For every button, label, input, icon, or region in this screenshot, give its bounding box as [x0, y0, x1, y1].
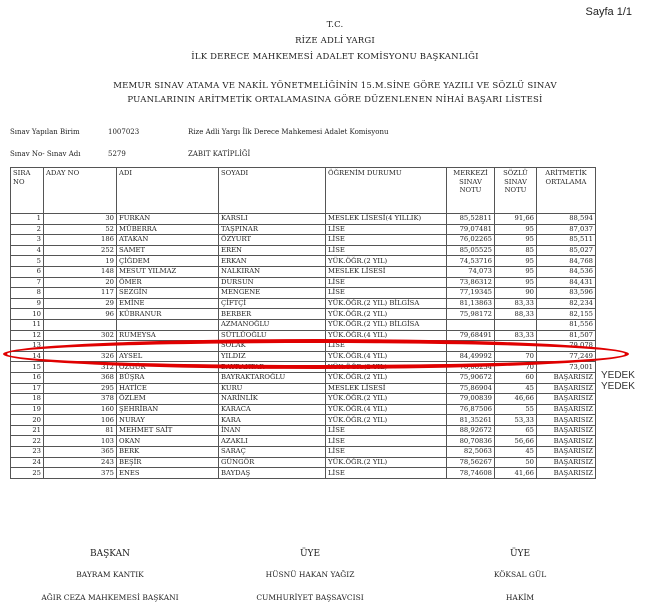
cell-oral-exam: 45: [495, 383, 537, 394]
cell-name: HATİCE: [117, 383, 219, 394]
cell-rank: 15: [11, 362, 44, 373]
cell-education: YÜK.ÖĞR.(2 YIL): [326, 457, 447, 468]
cell-surname: İNAN: [219, 425, 326, 436]
cell-candidate-no: 295: [44, 383, 117, 394]
exam-name: ZABIT KATİPLİĞİ: [188, 150, 251, 158]
cell-surname: AZAKLI: [219, 436, 326, 447]
cell-name: OKAN: [117, 436, 219, 447]
header-regulation: MEMUR SINAV ATAMA VE NAKİL YÖNETMELİĞİNİN 15.M.SİNE GÖRE YAZILI VE SÖZLÜ SINAV: [113, 81, 557, 91]
cell-candidate-no: 19: [44, 256, 117, 267]
cell-surname: BERBER: [219, 309, 326, 320]
cell-name: BÜŞRA: [117, 372, 219, 383]
cell-oral-exam: 53,33: [495, 415, 537, 426]
cell-oral-exam: 95: [495, 224, 537, 235]
cell-average: 84,768: [537, 256, 596, 267]
cell-rank: 18: [11, 394, 44, 405]
cell-candidate-no: 312: [44, 362, 117, 373]
cell-candidate-no: 30: [44, 214, 117, 225]
cell-candidate-no: 96: [44, 309, 117, 320]
cell-candidate-no: 375: [44, 468, 117, 479]
cell-surname: BAYDAŞ: [219, 468, 326, 479]
table-row: [11, 298, 596, 309]
cell-average: 83,596: [537, 288, 596, 299]
cell-average: BAŞARISIZ: [537, 372, 596, 383]
cell-candidate-no: 106: [44, 415, 117, 426]
cell-education: LİSE: [326, 341, 447, 352]
cell-education: YÜK.ÖĞR.(2 YIL): [326, 309, 447, 320]
cell-surname: NALKIRAN: [219, 266, 326, 277]
cell-oral-exam: 65: [495, 425, 537, 436]
cell-education: YÜK.ÖĞR.(4 YIL): [326, 330, 447, 341]
cell-rank: 21: [11, 425, 44, 436]
cell-average: BAŞARISIZ: [537, 447, 596, 458]
cell-average: 87,037: [537, 224, 596, 235]
cell-average: BAŞARISIZ: [537, 468, 596, 479]
table-row: [11, 447, 596, 458]
cell-education: MESLEK LİSESİ(4 YILLIK): [326, 214, 447, 225]
side-note-reserve-1: YEDEK: [601, 370, 635, 381]
cell-surname: SOLAK: [219, 341, 326, 352]
col-header-average: ARİTMETİK ORTALAMA: [537, 168, 596, 214]
cell-rank: 12: [11, 330, 44, 341]
cell-candidate-no: 365: [44, 447, 117, 458]
cell-central-exam: 75,90672: [447, 372, 495, 383]
cell-name: ÖZGÜR: [117, 362, 219, 373]
cell-rank: 24: [11, 457, 44, 468]
cell-education: LİSE: [326, 235, 447, 246]
signature-name-3: KÖKSAL GÜL: [493, 570, 547, 579]
cell-name: ÖMER: [117, 277, 219, 288]
cell-average: 82,155: [537, 309, 596, 320]
cell-average: BAŞARISIZ: [537, 404, 596, 415]
table-row: [11, 214, 596, 225]
cell-candidate-no: 243: [44, 457, 117, 468]
header-tc: T.C.: [326, 20, 344, 30]
cell-education: LİSE: [326, 277, 447, 288]
table-row: [11, 394, 596, 405]
cell-surname: BAYRAKTAR: [219, 362, 326, 373]
cell-candidate-no: 103: [44, 436, 117, 447]
table-row: [11, 404, 596, 415]
cell-central-exam: [447, 341, 495, 352]
cell-central-exam: 77,19345: [447, 288, 495, 299]
cell-candidate-no: [44, 341, 117, 352]
cell-name: MEHMET SAİT: [117, 425, 219, 436]
cell-education: LİSE: [326, 288, 447, 299]
cell-rank: 14: [11, 351, 44, 362]
cell-central-exam: 78,56267: [447, 457, 495, 468]
col-header-surname: SOYADI: [219, 168, 326, 214]
cell-rank: 6: [11, 266, 44, 277]
cell-central-exam: 79,68491: [447, 330, 495, 341]
cell-name: BEŞİR: [117, 457, 219, 468]
cell-central-exam: 76,02265: [447, 235, 495, 246]
cell-candidate-no: 81: [44, 425, 117, 436]
cell-surname: KARA: [219, 415, 326, 426]
signature-position-3: HAKİM: [505, 593, 535, 602]
cell-education: YÜK.ÖĞR.(2 YIL): [326, 256, 447, 267]
cell-name: FURKAN: [117, 214, 219, 225]
signature-title-1: BAŞKAN: [89, 549, 130, 559]
cell-rank: 23: [11, 447, 44, 458]
cell-central-exam: 85,05525: [447, 245, 495, 256]
cell-candidate-no: 186: [44, 235, 117, 246]
cell-central-exam: 81,35261: [447, 415, 495, 426]
table-row: [11, 415, 596, 426]
cell-name: SEZGİN: [117, 288, 219, 299]
cell-surname: MENGENE: [219, 288, 326, 299]
cell-central-exam: [447, 319, 495, 330]
cell-education: MESLEK LİSESİ: [326, 383, 447, 394]
cell-education: MESLEK LİSESİ: [326, 266, 447, 277]
table-row: [11, 457, 596, 468]
cell-oral-exam: 91,66: [495, 214, 537, 225]
cell-candidate-no: 52: [44, 224, 117, 235]
cell-central-exam: 78,74608: [447, 468, 495, 479]
cell-name: MÜBERRA: [117, 224, 219, 235]
table-row: [11, 362, 596, 373]
col-header-education: ÖĞRENİM DURUMU: [326, 168, 447, 214]
header-commission: İLK DERECE MAHKEMESİ ADALET KOMİSYONU BAŞKANLIĞI: [191, 52, 479, 62]
cell-oral-exam: 56,66: [495, 436, 537, 447]
cell-education: YÜK.ÖĞR.(2 YIL): [326, 372, 447, 383]
cell-rank: 16: [11, 372, 44, 383]
cell-name: RUMEYSA: [117, 330, 219, 341]
exam-code: 5279: [108, 150, 126, 158]
col-header-candidate-no: ADAY NO: [44, 168, 117, 214]
cell-average: 84,431: [537, 277, 596, 288]
table-row: [11, 256, 596, 267]
cell-average: 88,594: [537, 214, 596, 225]
col-header-oral-exam: SÖZLÜ SINAV NOTU: [495, 168, 537, 214]
cell-name: [117, 319, 219, 330]
cell-oral-exam: 41,66: [495, 468, 537, 479]
table-row: [11, 425, 596, 436]
cell-candidate-no: 160: [44, 404, 117, 415]
cell-name: SAMET: [117, 245, 219, 256]
cell-education: YÜK.ÖĞR.(2 YIL) BİLGİSA: [326, 298, 447, 309]
cell-education: YÜK.ÖĞR.(2 YIL): [326, 394, 447, 405]
table-row: [11, 288, 596, 299]
cell-oral-exam: 83,33: [495, 298, 537, 309]
cell-oral-exam: 95: [495, 277, 537, 288]
cell-oral-exam: 70: [495, 351, 537, 362]
cell-name: NURAY: [117, 415, 219, 426]
cell-average: 84,536: [537, 266, 596, 277]
cell-name: BERK: [117, 447, 219, 458]
cell-central-exam: 80,70836: [447, 436, 495, 447]
cell-education: LİSE: [326, 447, 447, 458]
cell-rank: 3: [11, 235, 44, 246]
cell-central-exam: 84,49992: [447, 351, 495, 362]
signature-position-2: CUMHURİYET BAŞSAVCISI: [256, 593, 364, 602]
cell-name: ÖZLEM: [117, 394, 219, 405]
cell-central-exam: 75,86904: [447, 383, 495, 394]
col-header-name: ADI: [117, 168, 219, 214]
cell-name: AYSEL: [117, 351, 219, 362]
cell-education: LİSE: [326, 224, 447, 235]
cell-rank: 10: [11, 309, 44, 320]
results-table: [10, 167, 596, 479]
table-row: [11, 235, 596, 246]
cell-name: EMİNE: [117, 298, 219, 309]
table-row: [11, 330, 596, 341]
table-row: [11, 224, 596, 235]
cell-rank: 17: [11, 383, 44, 394]
unit-label: Sınav Yapılan Birim: [10, 128, 80, 136]
signature-title-2: ÜYE: [299, 549, 321, 559]
cell-oral-exam: 95: [495, 256, 537, 267]
cell-education: YÜK.ÖĞR.(2 YIL) BİLGİSA: [326, 319, 447, 330]
table-row: [11, 266, 596, 277]
cell-surname: BAYRAKTAROĞLU: [219, 372, 326, 383]
cell-candidate-no: 326: [44, 351, 117, 362]
cell-central-exam: 88,92672: [447, 425, 495, 436]
cell-candidate-no: 20: [44, 277, 117, 288]
col-header-central-exam: MERKEZİ SINAV NOTU: [447, 168, 495, 214]
table-header-row: [11, 168, 596, 214]
cell-average: 81,507: [537, 330, 596, 341]
cell-rank: 11: [11, 319, 44, 330]
cell-candidate-no: 302: [44, 330, 117, 341]
cell-candidate-no: 252: [44, 245, 117, 256]
table-row: [11, 468, 596, 479]
cell-rank: 7: [11, 277, 44, 288]
cell-oral-exam: 95: [495, 266, 537, 277]
cell-oral-exam: 85: [495, 245, 537, 256]
cell-name: [117, 341, 219, 352]
table-row: [11, 277, 596, 288]
cell-candidate-no: 368: [44, 372, 117, 383]
cell-surname: ÖZYURT: [219, 235, 326, 246]
cell-name: ŞEHRİBAN: [117, 404, 219, 415]
cell-education: YÜK.ÖĞR.(2 YIL): [326, 362, 447, 373]
col-header-rank: SIRA NO: [11, 168, 44, 214]
cell-oral-exam: 83,33: [495, 330, 537, 341]
cell-average: BAŞARISIZ: [537, 383, 596, 394]
cell-candidate-no: 117: [44, 288, 117, 299]
table-row: [11, 351, 596, 362]
table-row: [11, 436, 596, 447]
cell-oral-exam: 46,66: [495, 394, 537, 405]
cell-surname: KARSLI: [219, 214, 326, 225]
cell-average: 85,027: [537, 245, 596, 256]
cell-surname: KURU: [219, 383, 326, 394]
cell-rank: 25: [11, 468, 44, 479]
header-court: RİZE ADLİ YARGI: [295, 36, 375, 46]
cell-rank: 8: [11, 288, 44, 299]
cell-average: BAŞARISIZ: [537, 436, 596, 447]
cell-surname: AZMANOĞLU: [219, 319, 326, 330]
cell-average: BAŞARISIZ: [537, 415, 596, 426]
cell-central-exam: 81,13863: [447, 298, 495, 309]
cell-surname: YILDIZ: [219, 351, 326, 362]
cell-surname: SÜTLÜOĞLU: [219, 330, 326, 341]
cell-oral-exam: 95: [495, 235, 537, 246]
unit-name: Rize Adli Yargı İlk Derece Mahkemesi Adalet Komisyonu: [188, 128, 389, 136]
cell-central-exam: 85,52811: [447, 214, 495, 225]
side-note-reserve-2: YEDEK: [601, 381, 635, 392]
cell-candidate-no: 29: [44, 298, 117, 309]
table-row: [11, 372, 596, 383]
cell-average: 77,249: [537, 351, 596, 362]
cell-education: YÜK.ÖĞR.(4 YIL): [326, 351, 447, 362]
cell-education: LİSE: [326, 468, 447, 479]
cell-average: 73,001: [537, 362, 596, 373]
cell-rank: 22: [11, 436, 44, 447]
cell-surname: KARACA: [219, 404, 326, 415]
cell-oral-exam: [495, 319, 537, 330]
table-row: [11, 319, 596, 330]
cell-surname: ERKAN: [219, 256, 326, 267]
cell-surname: ÇİFTÇİ: [219, 298, 326, 309]
cell-education: YÜK.ÖĞR.(4 YIL): [326, 404, 447, 415]
cell-oral-exam: 60: [495, 372, 537, 383]
cell-surname: EREN: [219, 245, 326, 256]
exam-label: Sınav No- Sınav Adı: [10, 150, 81, 158]
cell-average: 82,234: [537, 298, 596, 309]
cell-education: LİSE: [326, 436, 447, 447]
cell-average: 79,078: [537, 341, 596, 352]
cell-oral-exam: 90: [495, 288, 537, 299]
cell-oral-exam: 45: [495, 447, 537, 458]
cell-rank: 9: [11, 298, 44, 309]
cell-surname: TAŞPINAR: [219, 224, 326, 235]
cell-average: 85,511: [537, 235, 596, 246]
cell-central-exam: 82,5063: [447, 447, 495, 458]
cell-name: ÇİĞDEM: [117, 256, 219, 267]
cell-surname: SARAÇ: [219, 447, 326, 458]
cell-name: KÜBRANUR: [117, 309, 219, 320]
signature-title-3: ÜYE: [509, 549, 531, 559]
cell-average: 81,556: [537, 319, 596, 330]
table-row: [11, 341, 596, 352]
cell-name: ATAKAN: [117, 235, 219, 246]
cell-average: BAŞARISIZ: [537, 425, 596, 436]
cell-average: BAŞARISIZ: [537, 394, 596, 405]
cell-oral-exam: [495, 341, 537, 352]
cell-rank: 5: [11, 256, 44, 267]
cell-rank: 13: [11, 341, 44, 352]
cell-central-exam: 74,53716: [447, 256, 495, 267]
cell-surname: GÜNGÖR: [219, 457, 326, 468]
cell-education: LİSE: [326, 245, 447, 256]
signature-position-1: AĞIR CEZA MAHKEMESİ BAŞKANI: [41, 593, 179, 602]
table-row: [11, 309, 596, 320]
cell-candidate-no: 148: [44, 266, 117, 277]
unit-code: 1007023: [108, 128, 140, 136]
cell-rank: 20: [11, 415, 44, 426]
cell-rank: 1: [11, 214, 44, 225]
cell-candidate-no: 378: [44, 394, 117, 405]
cell-education: YÜK.ÖĞR.(2 YIL): [326, 415, 447, 426]
cell-education: LİSE: [326, 425, 447, 436]
cell-oral-exam: 88,33: [495, 309, 537, 320]
cell-rank: 4: [11, 245, 44, 256]
cell-rank: 19: [11, 404, 44, 415]
cell-central-exam: 76,87506: [447, 404, 495, 415]
cell-average: BAŞARISIZ: [537, 457, 596, 468]
cell-central-exam: 75,98172: [447, 309, 495, 320]
cell-central-exam: 76,00234: [447, 362, 495, 373]
cell-candidate-no: [44, 319, 117, 330]
cell-central-exam: 73,86312: [447, 277, 495, 288]
header-list-title: PUANLARININ ARİTMETİK ORTALAMASINA GÖRE DÜZENLENEN NİHAİ BAŞARI LİSTESİ: [127, 95, 543, 105]
signature-name-2: HÜSNÜ HAKAN YAĞIZ: [265, 570, 355, 579]
page-number: Sayfa 1/1: [585, 6, 632, 18]
cell-surname: DURSUN: [219, 277, 326, 288]
cell-name: ENES: [117, 468, 219, 479]
table-row: [11, 383, 596, 394]
cell-central-exam: 79,00839: [447, 394, 495, 405]
cell-central-exam: 79,07481: [447, 224, 495, 235]
cell-central-exam: 74,073: [447, 266, 495, 277]
cell-oral-exam: 70: [495, 362, 537, 373]
cell-name: MESUT YILMAZ: [117, 266, 219, 277]
cell-surname: NARİNLİK: [219, 394, 326, 405]
cell-oral-exam: 55: [495, 404, 537, 415]
signature-name-1: BAYRAM KANTIK: [76, 570, 144, 579]
table-row: [11, 245, 596, 256]
cell-rank: 2: [11, 224, 44, 235]
cell-oral-exam: 50: [495, 457, 537, 468]
